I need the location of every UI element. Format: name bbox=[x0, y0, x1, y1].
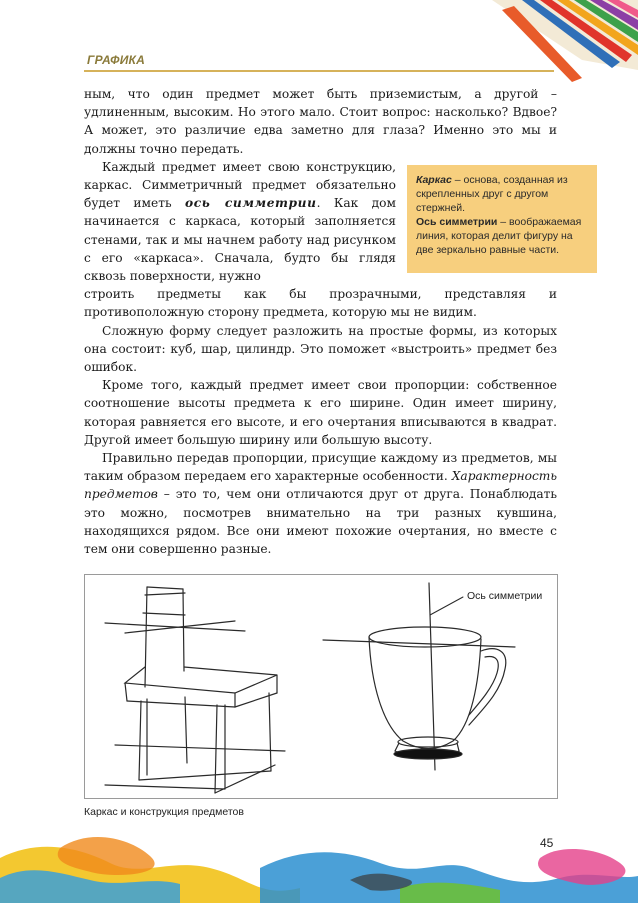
paragraph-5-text-a: Правильно передав пропорции, присущие каждому из предметов, мы таким образом передаем его характерные особенности. bbox=[84, 451, 557, 484]
paragraph-2-text-c: строить предметы как бы прозрачными, представляя и противоположную сторону предмета, которую мы не видим. bbox=[84, 287, 557, 320]
paragraph-4: Кроме того, каждый предмет имеет свои пропорции: собственное соотношение высоты предмета к его ширине. Один имеет ширину, которая равняется его высоте, и его очертания вписываются в квадрат. Другой имеет большую ширину или большую высоту. bbox=[84, 378, 557, 447]
definition-frame-text: – основа, созданная из скрепленных друг с другом стержней. bbox=[416, 174, 568, 214]
axis-pointer-line bbox=[430, 597, 463, 615]
paragraph-5 bbox=[84, 449, 557, 558]
chair-sketch bbox=[105, 587, 285, 793]
colored-pencils-image bbox=[462, 0, 638, 90]
body-text bbox=[84, 85, 557, 558]
definition-term-axis: Ось симметрии bbox=[416, 216, 498, 228]
paragraph-5-text-b: – это то, чем они отличаются друг от друга. Понаблюдать это можно, посмотрев внимательно на три разных кувшина, находящихся рядом. Все они имеют похожие очертания, но вместе с тем они совершенно разные. bbox=[84, 487, 557, 557]
section-title: ГРАФИКА bbox=[87, 53, 145, 67]
paragraph-3: Сложную форму следует разложить на простые формы, из которых она состоит: куб, шар, цилиндр. Это поможет «выстроить» предмет без ошибок. bbox=[84, 323, 557, 375]
axis-label: Ось симметрии bbox=[467, 590, 543, 602]
paint-splash-decoration bbox=[0, 818, 638, 903]
figure-caption: Каркас и конструкция предметов bbox=[84, 806, 244, 818]
paragraph-2-text-b: . Как дом начинается с каркаса, который заполняется стенами, так и мы начнем работу над рисунком с его «каркаса». Сначала, будто бы глядя сквозь поверхности, нужно bbox=[84, 196, 396, 284]
header-divider bbox=[84, 70, 554, 72]
page-number: 45 bbox=[540, 836, 554, 850]
term-symmetry-axis: ось симметрии bbox=[185, 196, 317, 211]
paragraph-2-text-a: Каждый предмет имеет свою конструкцию, каркас. Симметричный предмет обязательно будет иметь bbox=[84, 159, 396, 211]
term-characteristic: Характерность предметов bbox=[84, 469, 557, 502]
cup-sketch bbox=[323, 583, 515, 770]
paragraph-2-wrapped bbox=[84, 158, 396, 285]
chair-and-cup-drawing bbox=[85, 575, 557, 798]
definition-term-frame: Каркас bbox=[416, 174, 452, 186]
definition-box bbox=[407, 165, 597, 273]
definition-axis-text: – воображаемая линия, которая делит фигуру на две зеркально равные части. bbox=[416, 216, 582, 256]
paragraph-1: ным, что один предмет может быть приземистым, а другой – удлиненным, высоким. Но этого мало. Стоит вопрос: насколько? Вдвое? А может, это различие едва заметно для глаза? Именно это мы и должны точно передать. bbox=[84, 87, 557, 156]
illustration-frame bbox=[84, 574, 558, 799]
